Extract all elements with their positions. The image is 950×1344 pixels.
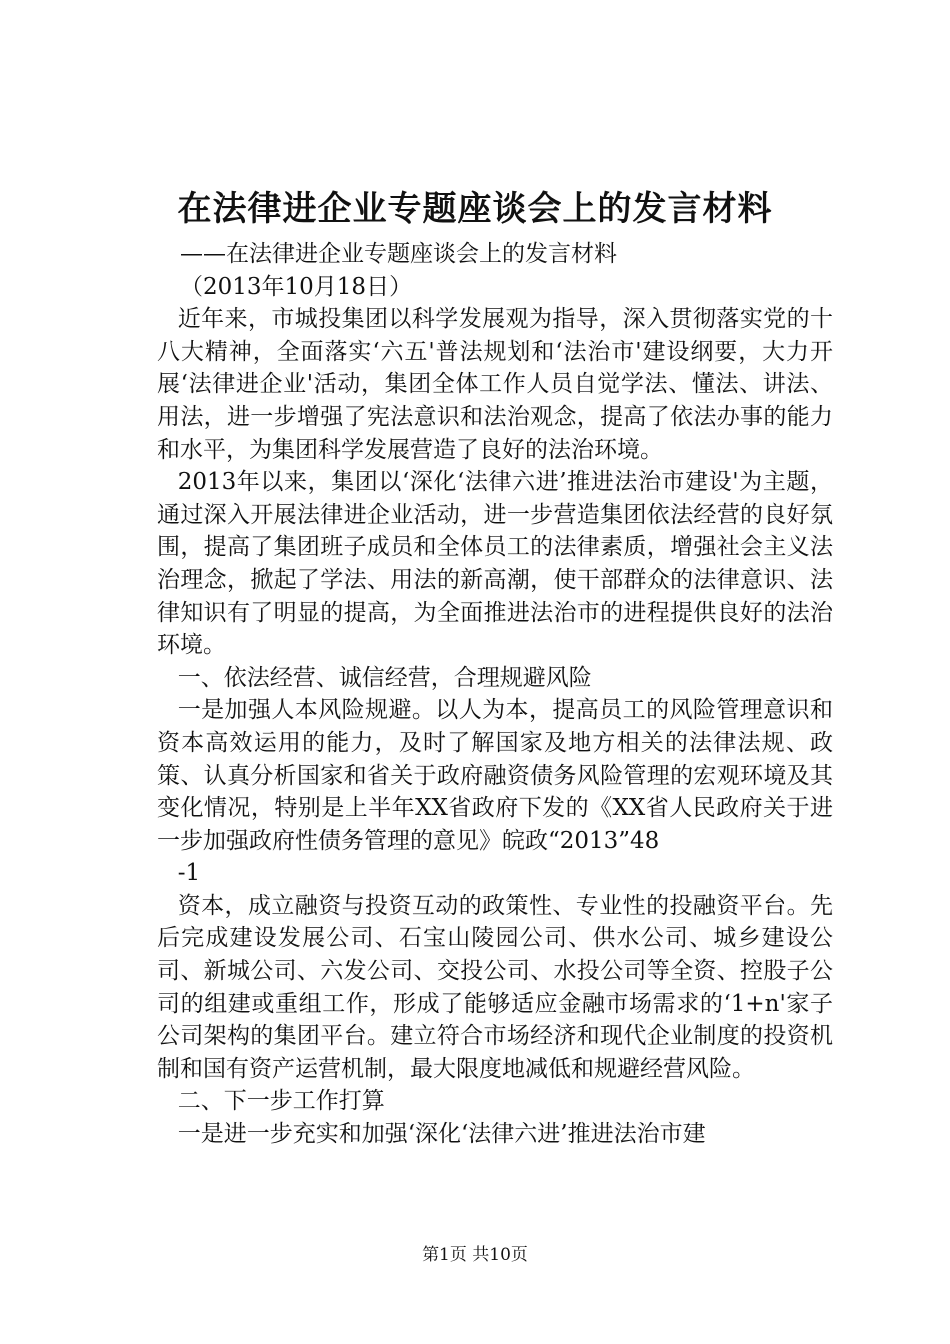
paragraph-2013: 2013年以来，集团以‘深化‘法律六进’推进法治市建设'为主题，通过深入开展法律进企业活动，进一步营造集团依法经营的良好氛围，提高了集团班子成员和全体员工的法律素质，增强社会主义法治理念，掀起了学法、用法的新高潮，使干部群众的法律意识、法律知识有了明显的提高，为全面推进法治市的进程提供良好的法治环境。 <box>157 469 833 659</box>
page-footer: 第1页 共10页 <box>422 1245 528 1265</box>
document-body <box>157 238 833 1151</box>
paragraph-next-step: 一是进一步充实和加强‘深化‘法律六进’推进法治市建 <box>177 1121 706 1148</box>
section-heading-1: 一、依法经营、诚信经营，合理规避风险 <box>177 664 592 691</box>
document-subtitle: ——在法律进企业专题座谈会上的发言材料 <box>180 241 617 267</box>
section-heading-2: 二、下一步工作打算 <box>177 1088 385 1115</box>
document-date: （2013年10月18日） <box>180 273 413 300</box>
paragraph-capital: 资本，成立融资与投资互动的政策性、专业性的投融资平台。先后完成建设发展公司、石宝山陵园公司、供水公司、城乡建设公司、新城公司、六发公司、交投公司、水投公司等全资、控股子公司的组建或重组工作，形成了能够适应金融市场需求的‘1+n'家子公司架构的集团平台。建立符合市场经济和现代企业制度的投资机制和国有资产运营机制，最大限度地减低和规避经营风险。 <box>157 892 833 1082</box>
paragraph-risk: 一是加强人本风险规避。以人为本，提高员工的风险管理意识和资本高效运用的能力，及时了解国家及地方相关的法律法规、政策、认真分析国家和省关于政府融资债务风险管理的宏观环境及其变化情况，特别是上半年XX省政府下发的《XX省人民政府关于进一步加强政府性债务管理的意见》皖政“2013”48 <box>157 697 833 854</box>
paragraph-intro: 近年来，市城投集团以科学发展观为指导，深入贯彻落实党的十八大精神，全面落实‘六五'普法规划和‘法治市'建设纲要，大力开展‘法律进企业'活动，集团全体工作人员自觉学法、懂法、讲法、用法，进一步增强了宪法意识和法治观念，提高了依法办事的能力和水平，为集团科学发展营造了良好的法治环境。 <box>157 306 833 463</box>
page-fragment-marker: -1 <box>177 860 201 887</box>
document-title: 在法律进企业专题座谈会上的发言材料 <box>177 189 773 229</box>
